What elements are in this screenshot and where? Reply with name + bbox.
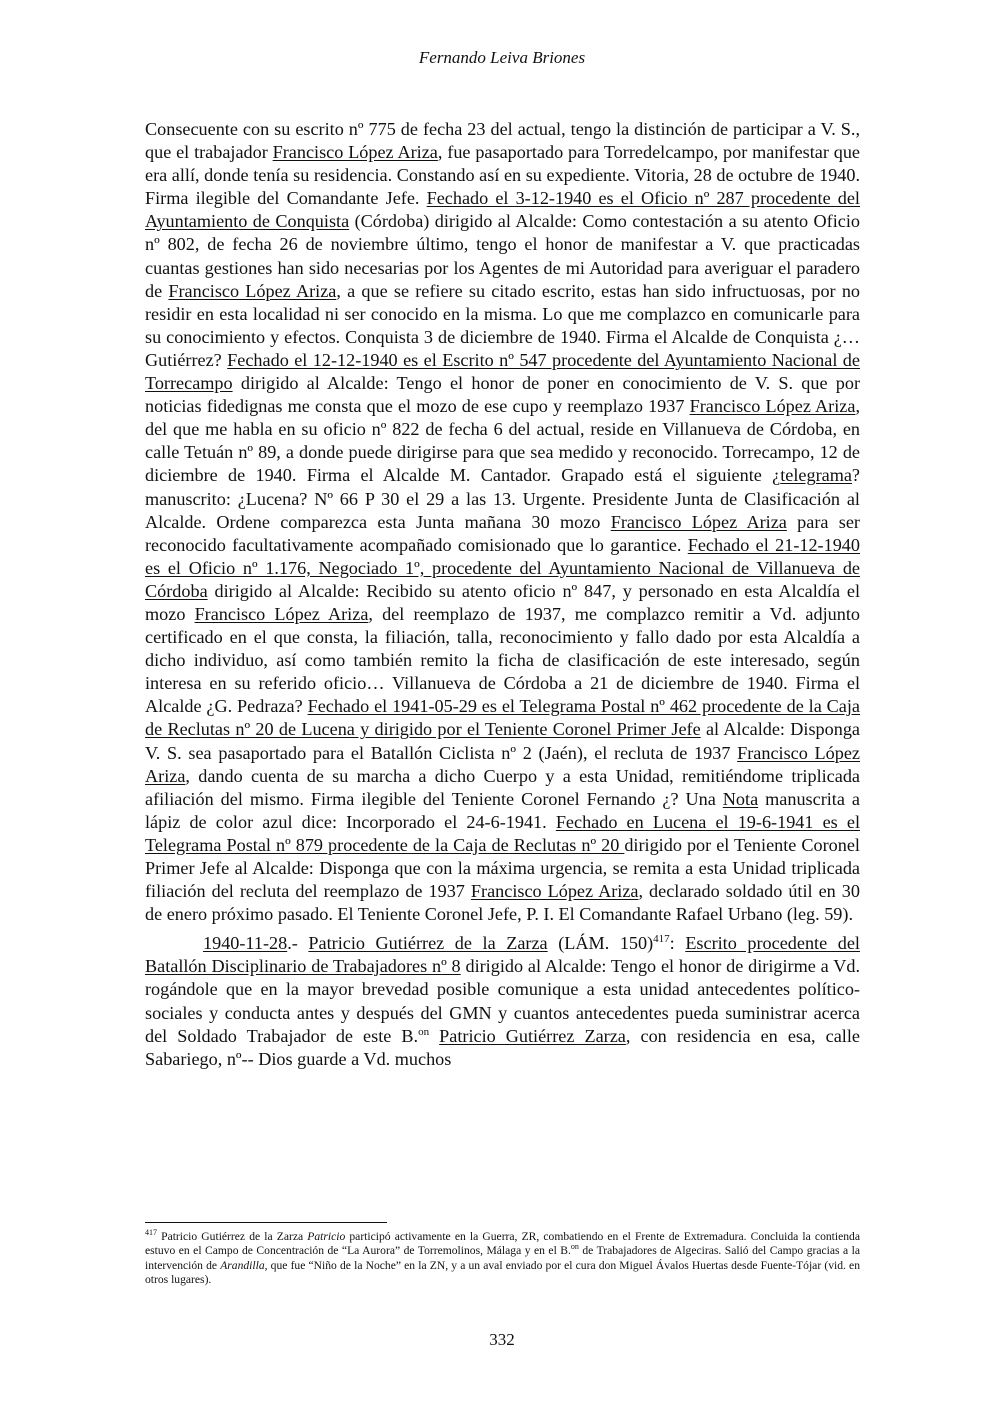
text-run: , fue pasaportado para Torredelcampo, por manifestar que era allí, donde tenía su residencia. Constando así en su expediente. Vitoria, 28 de octubre de 1940. Firma ilegible del Comandante Jefe. <box>145 142 861 209</box>
entry-date: 1940-11-28 <box>203 933 288 954</box>
text-run <box>429 1026 439 1046</box>
text-run: : <box>669 933 686 954</box>
underlined-name: Francisco López Ariza <box>689 396 856 417</box>
footnote-separator <box>145 1222 387 1223</box>
underlined-name: Francisco López Ariza <box>145 742 860 786</box>
italic-name: Arandilla <box>220 1258 265 1272</box>
text-run: , del reemplazo de 1937, me complazco remitir a Vd. adjunto certificado en el que consta, la filiación, talla, reconocimiento y fallo dado por esta Alcaldía a dicho individuo, así como también remito la ficha de clasificación de este interesado, según interesa en su referido oficio… Villanueva de Córdoba a 21 de diciembre de 1940. Firma el Alcalde ¿G. Pedraza? <box>145 603 860 717</box>
text-run: dirigido al Alcalde: Recibido su atento oficio nº 847, y personado en esta Alcaldía el mozo <box>145 580 860 624</box>
text-run: , a que se refiere su citado escrito, estas han sido infructuosas, por no residir en esta localidad ni ser conocido en la misma. Lo que me complazco en comunicarle para su conocimiento y efectos. Conquista 3 de diciembre de 1940. Firma el Alcalde de Conquista ¿… Gutiérrez? <box>145 280 861 370</box>
underlined-name: Francisco López Ariza <box>272 142 438 163</box>
text-run: de Trabajadores de Algeciras. Salió del Campo gracias a la intervención de <box>145 1244 860 1272</box>
footnote-number: 417 <box>145 1228 157 1238</box>
text-run: .- <box>287 933 309 954</box>
text-run: , declarado soldado útil en 30 de enero próximo pasado. El Teniente Coronel Jefe, P. I. El Comandante Rafael Urbano (leg. 59). <box>145 881 860 925</box>
underlined-name: Patricio Gutiérrez Zarza <box>439 1025 626 1046</box>
underlined-name: Francisco López Ariza <box>470 881 639 902</box>
underlined-reference: Escrito procedente del Batallón Disciplinario de Trabajadores nº 8 <box>145 933 860 977</box>
paragraph-entry <box>145 932 860 1071</box>
underlined-reference: Fechado el 12-12-1940 es el Escrito nº 547 procedente del Ayuntamiento Nacional de Torrecampo <box>145 349 860 394</box>
text-run: ? manuscrito: ¿Lucena? Nº 66 P 30 el 29 a las 13. Urgente. Presidente Junta de Clasificación al Alcalde. Ordene comparezca esta Junta mañana 30 mozo <box>145 465 860 532</box>
underlined-name: Francisco López Ariza <box>194 603 369 624</box>
underlined-reference: Fechado el 1941-05-29 es el Telegrama Postal nº 462 procedente de la Caja de Reclutas nº 20 de Lucena y dirigido por el Teniente Coronel Primer Jefe <box>145 696 861 740</box>
superscript: on <box>570 1242 579 1252</box>
text-run: dirigido al Alcalde: Tengo el honor de dirigirme a Vd. rogándole que en la mayor brevedad posible comunique a esta unidad antecedentes político-sociales y conducta antes y después del GMN y cuantos antecedentes pueda suministrar acerca del Soldado Trabajador de este B. <box>145 956 860 1046</box>
superscript: on <box>418 1025 430 1038</box>
text-run: manuscrita a lápiz de color azul dice: Incorporado el 24-6-1941. <box>145 788 860 832</box>
text-run: dirigido por el Teniente Coronel Primer Jefe al Alcalde: Disponga que con la máxima urgencia, se remita a esta Unidad triplicada filiación del recluta del reemplazo de 1937 <box>145 834 860 902</box>
underlined-reference: Fechado el 21-12-1940 es el Oficio nº 1.176, Negociado 1º, procedente del Ayuntamiento Nacional de Villanueva de Córdoba <box>145 534 860 601</box>
italic-name: Patricio <box>307 1230 346 1243</box>
underlined-reference: Fechado en Lucena el 19-6-1941 es el Telegrama Postal nº 879 procedente de la Caja de Reclutas nº 20 <box>145 811 861 855</box>
text-run: (Córdoba) dirigido al Alcalde: Como contestación a su atento Oficio nº 802, de fecha 26 de noviembre último, tengo el honor de manifestar a V. que practicadas cuantas gestiones han sido necesarias por los Agentes de mi Autoridad para averiguar el paradero de <box>145 211 860 301</box>
underlined-word: Nota <box>722 788 759 809</box>
text-run: para ser reconocido facultativamente acompañado comisionado que lo garantice. <box>145 511 860 555</box>
underlined-name: Francisco López Ariza <box>168 280 337 301</box>
paragraph-continuation <box>145 118 860 926</box>
footnote <box>145 1230 860 1288</box>
footnote-marker: 417 <box>653 933 670 946</box>
text-run: , dando cuenta de su marcha a dicho Cuerpo y a esta Unidad, remitiéndome triplicada afiliación del mismo. Firma ilegible del Teniente Coronel Fernando ¿? Una <box>145 765 860 809</box>
text-run: al Alcalde: Disponga V. S. sea pasaportado para el Batallón Ciclista nº 2 (Jaén), el recluta de 1937 <box>145 719 860 763</box>
text-run: , que fue “Niño de la Noche” en la ZN, y a un aval enviado por el cura don Miguel Ávalos Huertas desde Fuente-Tójar (vid. en otros lugares). <box>145 1258 860 1287</box>
text-run: Patricio Gutiérrez de la Zarza <box>157 1230 308 1243</box>
text-run: , del que me habla en su oficio nº 822 de fecha 6 del actual, reside en Villanueva de Córdoba, en calle Tetuán nº 89, a donde puede dirigirse para que sea medido y reconocido. Torrecampo, 12 de diciembre de 1940. Firma el Alcalde M. Cantador. Grapado está el siguiente ¿ <box>145 396 860 486</box>
running-header: Fernando Leiva Briones <box>418 48 586 67</box>
underlined-name: Francisco López Ariza <box>610 511 787 532</box>
page-number: 332 <box>489 1330 515 1349</box>
text-run: dirigido al Alcalde: Tengo el honor de poner en conocimiento de V. S. que por noticias fidedignas me consta que el mozo de ese cupo y reemplazo 1937 <box>145 373 860 417</box>
text-run: participó activamente en la Guerra, ZR, combatiendo en el Frente de Extremadura. Concluida la contienda estuvo en el Campo de Concentración de “La Aurora” de Torremolinos, Málaga y en el B. <box>145 1230 860 1258</box>
body-text <box>145 118 860 1071</box>
underlined-reference: Fechado el 3-12-1940 es el Oficio nº 287 procedente del Ayuntamiento de Conquista <box>145 188 860 232</box>
underlined-name: Patricio Gutiérrez de la Zarza <box>308 933 548 954</box>
text-run: , con residencia en esa, calle Sabariego, nº-- Dios guarde a Vd. muchos <box>145 1025 860 1069</box>
text-run: Consecuente con su escrito nº 775 de fecha 23 del actual, tengo la distinción de participar a V. S., que el trabajador <box>145 119 860 163</box>
text-run: (LÁM. 150) <box>547 933 654 954</box>
underlined-word: telegrama <box>780 465 852 486</box>
